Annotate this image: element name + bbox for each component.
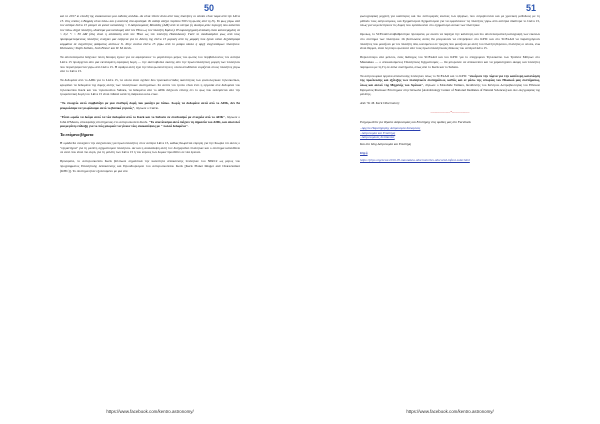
page-footer-link[interactable]: https://www.facebook.com/kentro.astronomy/	[406, 409, 494, 414]
quote-paragraph	[60, 101, 240, 110]
paragraph: φωτογραφική μηχανή για καλύτερες και πιο λεπτομερείς εικόνες των ψηφίων, που συγκρίνονται και με χρονικές μεθόδους με τη μέθοδο τους αστρονόμους, και Σχηματισμού Σχηματισμού για να εμφανίσουν τις πλανήτες γύρω από αστέρια ιδιαίτερα το LkCa 15, όπως για να μελετήσουν τις δομές που εμπλέκονται στο σχηματισμό αυτών των πλανητών.	[360, 14, 540, 28]
paragraph: Η ομάδα θα συνεχίσει την ανιχνεύσεις για πρωτοπλανήτες στον αστέρα LkCa 15, καθώς θεωρείται εύρηση για την θεωρία ότι αυτός ο "εργαστήρια" για τη μελέτη σχηματισμού πλανητών. Αν και η ανακάλυψη αυτή τον δυσχεραίνει πλανητών και ο σύστημα κατευθύνει σε αυτό που είναι πιο ευρύ, για τη μελέτη των LkCa 15 ή του εύρους των δομών προσθέτει σε νέα έρευνα.	[60, 141, 240, 155]
source-url-link[interactable]: https://phys.org/news/2019-05-maunakea-observatories-obscured-infant-solar.html	[360, 157, 470, 162]
source-label-row	[360, 151, 540, 156]
group-link[interactable]: . Αστρονομικές Σελίδαλίας	[360, 135, 395, 140]
group-link[interactable]: . Αστρονομία και Επιστήμη	[360, 130, 396, 135]
right-page	[300, 0, 600, 424]
image-caption: και το 2017 κι επειδή της ανακοινώνει μια ευθείας ανόδου. Αν είναι τίποτε άλλο από τους πλανήτες οι οποίοι είναι τώρα από την LkCa 15. Στις οποίες ο Βορράς είναι πάνω και η ανατολή στα αριστερά. Το ασπέρ απέχει περίπου 500 ετη φωτός από τη Γη. Το φως γύρω από τον αστέρα LkCa 15 μπορεί να φανεί καταλάνης ~ 9 Αστρονομικές Μονάδες (ΑΜ) από το κέντρο (η συνάρα μπλε περιοχή που καλύπτει τον πάνω δεξιά πλανήτη, ιδιαίτερα μια κατανομή από τον Ήλιο ως τον πλανήτη Κρόνο). Η ουρανοχημική ανάλυση είναι κατανεμημένη σε ~ 0,2 "/ ~ 30 ΑΜ (όλη είναι η απόσταση από τον Ήλιο ως τον πλανήτη Ποσειδώνα). Γιατί το συνδυασμένο φως από τους προπρομεινόμενους πλανήτες ενισχύει μια ενέργεια για το δείκτη της LkCa 15 μερικές από τις μορφές που έχουν κάνει δεξιόστροφα κομμάτια σε συχνότητες φάσματος ακτίνων Χ. Στην εικόνα LkCa 15 γύρω από το μαύρο κύκλο η αρχή ανιχνεύσιμων πλανητών. Πιστώσεις: Steph Sallum, Josh Eisner και W. M. Keck.	[60, 14, 240, 51]
source-url-row	[360, 158, 540, 163]
paragraph: Περισσότερο από μέλλον, ένας διάδοχος του SCExAO και του KPIC για το επερχόμενο Τηλεσκόπιο των Τριάντα Μέτρων στο Maunakea — ο αποκαλούμενος Πλανητικός Σχηματισμός — θα μπορούσε να απεικονίσει και να χαρακτηρίσει ακόμη και πλανήτες παρόμοιοι με τη Γη σε άλλα συστήματα, όπως από το Keck και το Subaru.	[360, 55, 540, 69]
paragraph-text: Τα αστρονομικά όργανα απεικόνισης πλανητών όπως το SCExAO και το KPIC	[360, 73, 467, 78]
page-number: 50	[204, 3, 215, 13]
quote-text: "Το στοιχείο αυτό συμβαδίζει με μια σταθερή δομή που μοιάζει με δίσκο. Χωρίς τα δεδομένα αυτά από το ΑΠΚ, δεν θα μπορούσαμε να γνωρίσουμε αυτό το βασικό γεγονός"	[60, 101, 240, 110]
right-column	[360, 14, 540, 167]
paragraph: Πρόσφατα, το αστεροσκοπείο Keck βελτίωσε σημαντικά την ικανότητα απεικόνισης πλανητών του NIRC2 ως μέρος του προγράμματος Πλανητικής Απεικόνισης και Προσδιορισμού του αστεροσκοπείου Keck [Keck Planet Imager and Characterizer (KPIC)]. Το σύστημα ήταν εξοπλισμένο με μια νέα	[60, 159, 240, 173]
page-footer-link[interactable]: https://www.facebook.com/kentro.astronomy/	[106, 409, 194, 414]
separator: ------------------*----------------	[430, 110, 470, 115]
quote-attribution: , δήλωσε ο Currie.	[134, 105, 159, 110]
source-label[interactable]: Πηγή	[360, 151, 368, 156]
quote-text: "ανοίγουν την πόρτα για την καλύτερη κατανόηση της προέλευσης και εξέλιξης των πλανητικών συστημάτων, καθώς και εν μέσω της ιστορίας του Ηλιακού μας συστήματος, όπως και αυτού της Μηχανής του Χρόνου"	[360, 73, 540, 87]
paragraph: Ομοίως, το SCExAO αναβαθμίστηκε πρόσφατα, με σκοπό να παρέχει την καλύτερη και πιο αποτελεσματική καταγραφή των εικόνων στο σύστημα των πλανητών. Οι βελτιώσεις αυτές θα μπορούσαν να επιτρέψουν στο KPIC και στο SCExAO να παρατηρήσουν πλανήτες που μοιάζουν με τον πλανήτη Δία, κοινόμενοι σε τροχιές που μοιάζουν με αυτή του πλανήτη Κρόνου, πλανήτες οι οποίοι, ενώ είναι θερμοί, είναι λιγότερο φωτεινοί από τους πρωτοπλανητικούς δίσκους του αστέρα LkCa 15.	[360, 32, 540, 51]
follow-intro: Ενημερωθείτε για θέματα Αστρονομίας και Επιστήμης στις ομάδες μας στο Facebook	[360, 119, 471, 124]
blog-link[interactable]: Και στο blog Αστρονομία και Επιστήμη	[360, 142, 412, 147]
group-link[interactable]: . Αρχείο Παρατήρησης Αστρονομία Σαλαμίνας	[360, 126, 421, 131]
left-column	[60, 14, 240, 178]
page-number: 51	[526, 3, 537, 13]
section-heading: Τα επόμενα βήματα	[60, 132, 94, 138]
paragraph: Τα αποτελέσματα δείχνουν πόση δύναμη έχουν για να αφαιρέσουν το μεγαλύτερο μέρος του φωτός του περιβάλλοντος τον αστέρα LkCa 15 προέρχεται από μια εκτεταμένη σφαιρική δομή — την ακτινοβολία σκόνης από την πρωτοπλανητική μορφή των πλανητών που περιστρέφονται γύρω από LkCa 15. Η σφαίρα αυτή έχει την ίδια φωτεινότητα η οποία αποδίδεται νομίζεται στους πλανήτες γύρω από το LkCa 15.	[60, 55, 240, 74]
quote-text: "Το αποτέλεσμα αυτό δείχνει τη σημασία του ΑΠΚ, και αποτελεί μια μεγάλη επίδειξη για το πώς μπορούν να γίνουν νέες ανακαλύψεις με " πολλά δεδομένα".	[60, 119, 240, 129]
quote-attribution: , δήλωσε ο John O'Meara, επικεφαλής επιστήμονας στο αστεροσκοπείο Keck.	[60, 115, 240, 124]
quote-paragraph	[360, 74, 540, 97]
paragraph: Τα δεδομένα από το ΑΠΚ για το LkCa 15, τα οποία είναι σχεδόν δύο τρισεκατοντάδες ικανότητας των φυσιολογικών τηλεσκοπίων, κρυφάνει τα δεδομένα της δομής αυτής των πλανητικών συστημάτων. Σε αυτόν τον τρόπο είναι έτσι η εργασία στα δεδομένα του τηλεσκοπίου Keck και του τηλεσκοπίου Subaru, τα δεδομένα από το ΑΠΚ δείχνουν επίσης ότι το φως που εκπέμπεται από την τροφοδοτική δομή του LkCa 15 είναι πιθανά κατά τη διάρκεια οκτώ ετών.	[60, 78, 240, 97]
quote-paragraph	[60, 115, 240, 129]
group-link-list	[360, 126, 540, 140]
quote-text: "Είναι ωραίο να δούμε αυτό τα νέα δεδομένα από το Keck και το Subaru σε συνδυασμό με στοιχεία από το ΑΠΚ"	[60, 115, 226, 120]
quote-attribution: , δήλωσε ο Motohide Tamura, διευθυντής του Κέντρου Αστροβιολογίας του Εθνικού Ιδρύματος Φυσικών Επιστημών στην Ιαπωνία (Astrobiology Center of National Institutes of Natural Sciences) και συν-συγγραφέας της μελέτης.	[360, 82, 540, 97]
source-credit: Από: W. M. Keck Observatory	[360, 101, 400, 106]
